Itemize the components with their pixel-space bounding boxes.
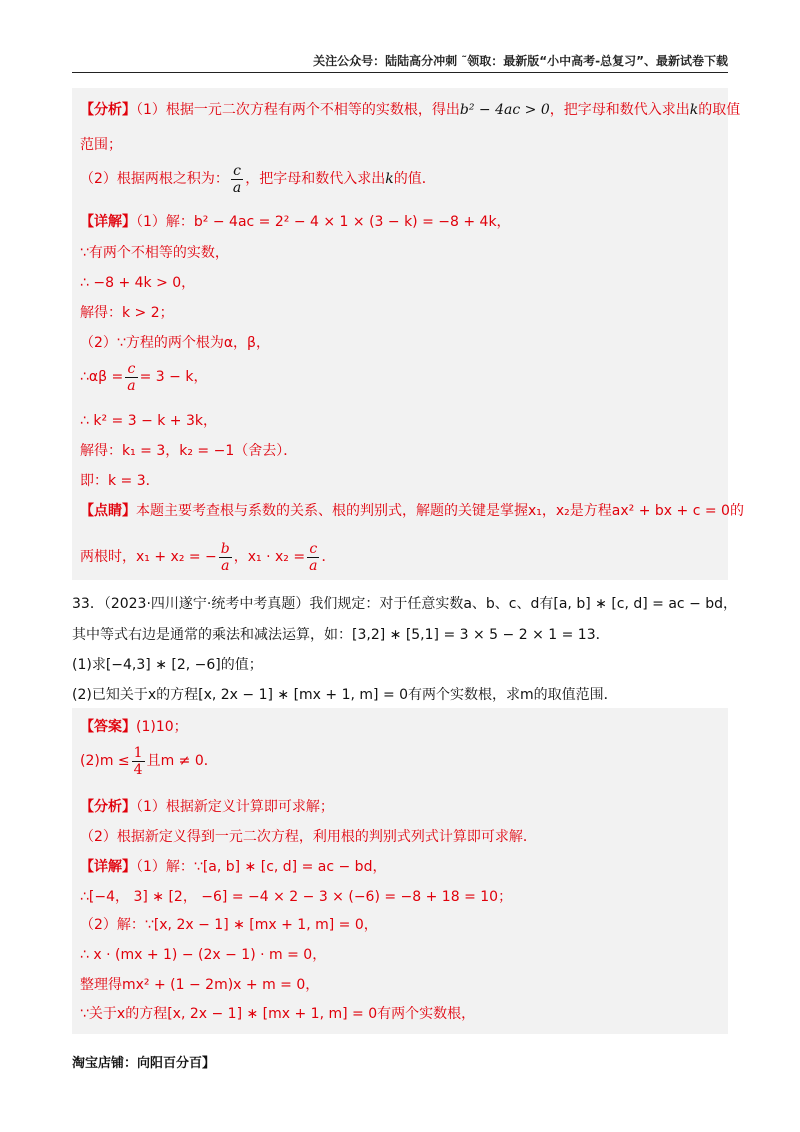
text: (1)10； bbox=[136, 719, 188, 735]
text: 两根时，x₁ + x₂ = − bbox=[80, 549, 217, 565]
text: (2)m ≤ bbox=[80, 753, 130, 769]
q33-stem-line-2: 其中等式右边是通常的乘法和减法运算，如：[3,2] ∗ [5,1] = 3 × 5 − 2 × 1 = 13． bbox=[72, 627, 610, 643]
page-header: 关注公众号：陆陆高分冲刺 ˜领取：最新版“小中高考-总复习”、最新试卷下载 bbox=[72, 52, 728, 73]
text: 的取值 bbox=[698, 102, 741, 118]
q33-detail-line-2: ∴[−4， 3] ∗ [2， −6] = −4 × 2 − 3 × (−6) = −8 + 18 = 10； bbox=[80, 889, 513, 905]
q32-detail-line-9: 即：k = 3． bbox=[80, 473, 160, 489]
math-k: k bbox=[385, 171, 394, 187]
q32-detail-line-1 bbox=[80, 211, 511, 231]
detail-tag: 【详解】 bbox=[80, 214, 136, 230]
q33-analysis-line-1 bbox=[80, 796, 334, 816]
fraction-c-over-a: $\frac{c}{a}$ bbox=[309, 540, 318, 574]
discard-note: （舍去） bbox=[234, 443, 284, 459]
math-k: k bbox=[689, 102, 699, 118]
q33-analysis-line-2: （2）根据新定义得到一元二次方程，利用根的判别式列式计算即可求解． bbox=[80, 829, 537, 845]
q32-detail-line-3: ∴ −8 + 4k > 0， bbox=[80, 275, 196, 291]
q32-point-line-1 bbox=[80, 500, 744, 520]
text: = 3 − k， bbox=[139, 369, 208, 385]
fraction-c-over-a: $\frac{c}{a}$ bbox=[232, 162, 242, 196]
q32-analysis-line-1 bbox=[80, 99, 740, 119]
q32-analysis-line-3 bbox=[80, 162, 436, 196]
text: ． bbox=[321, 549, 336, 565]
q33-detail-line-1 bbox=[80, 856, 386, 876]
q33-stem-line-4: (2)已知关于x的方程[x, 2x − 1] ∗ [mx + 1, m] = 0有两个实数根，求m的取值范围． bbox=[72, 687, 618, 703]
text: 且m ≠ 0． bbox=[146, 753, 218, 769]
q32-analysis-line-2: 范围； bbox=[80, 137, 122, 153]
text: 解得：k₁ = 3，k₂ = −1 bbox=[80, 443, 235, 459]
fraction-b-over-a: $\frac{b}{a}$ bbox=[220, 540, 230, 574]
text: （1）根据一元二次方程有两个不相等的实数根，得出 bbox=[136, 102, 460, 118]
q32-detail-line-4: 解得：k > 2； bbox=[80, 305, 174, 321]
page-footer: 淘宝店铺：向阳百分百】 bbox=[72, 1056, 216, 1071]
fraction-1-over-4: $\frac{1}{4}$ bbox=[133, 744, 143, 778]
q33-answer-line-2 bbox=[80, 744, 218, 778]
q32-point-line-2 bbox=[80, 540, 335, 574]
text: （1）根据新定义计算即可求解； bbox=[136, 799, 334, 815]
text: ，把字母和数代入求出 bbox=[549, 102, 690, 118]
q32-detail-line-7: ∴ k² = 3 − k + 3k， bbox=[80, 413, 217, 429]
q33-detail-line-6: ∵关于x的方程[x, 2x − 1] ∗ [mx + 1, m] = 0有两个实数根， bbox=[80, 1006, 476, 1022]
text: ，x₁ · x₂ = bbox=[233, 549, 306, 565]
text: （2）根据两根之积为： bbox=[80, 171, 229, 187]
q33-detail-line-3: （2）解：∵[x, 2x − 1] ∗ [mx + 1, m] = 0， bbox=[80, 917, 378, 933]
math-expr: b² − 4ac > 0 bbox=[459, 102, 550, 118]
point-tag: 【点睛】 bbox=[80, 503, 136, 519]
text: 本题主要考查根与系数的关系、根的判别式，解题的关键是掌握x₁，x₂是方程ax² + bx + c = 0的 bbox=[136, 503, 744, 519]
text: （1）解：∵[a, b] ∗ [c, d] = ac − bd， bbox=[136, 859, 387, 875]
q33-detail-line-5: 整理得mx² + (1 − 2m)x + m = 0， bbox=[80, 977, 320, 993]
text: 的值． bbox=[393, 171, 436, 187]
q33-stem-line-1: 33．（2023·四川遂宁·统考中考真题）我们规定：对于任意实数a、b、c、d有[a, b] ∗ [c, d] = ac − bd， bbox=[72, 596, 738, 612]
q32-detail-line-6 bbox=[80, 360, 207, 394]
detail-tag: 【详解】 bbox=[80, 859, 136, 875]
q32-detail-line-8 bbox=[80, 440, 297, 460]
text: （1）解：b² − 4ac = 2² − 4 × 1 × (3 − k) = −8 + 4k， bbox=[136, 214, 511, 230]
q33-stem-line-3: (1)求[−4,3] ∗ [2, −6]的值； bbox=[72, 657, 263, 673]
q32-detail-line-5: （2）∵方程的两个根为α，β， bbox=[80, 335, 270, 351]
analysis-tag: 【分析】 bbox=[80, 799, 136, 815]
q32-detail-line-2: ∵有两个不相等的实数， bbox=[80, 245, 229, 261]
text: ∴αβ = bbox=[80, 369, 124, 385]
text: ． bbox=[283, 443, 298, 459]
answer-tag: 【答案】 bbox=[80, 719, 136, 735]
q33-answer-line-1 bbox=[80, 716, 188, 736]
fraction-c-over-a: $\frac{c}{a}$ bbox=[127, 360, 136, 394]
text: ，把字母和数代入求出 bbox=[245, 171, 386, 187]
analysis-tag: 【分析】 bbox=[80, 102, 136, 118]
q33-detail-line-4: ∴ x · (mx + 1) − (2x − 1) · m = 0， bbox=[80, 947, 327, 963]
